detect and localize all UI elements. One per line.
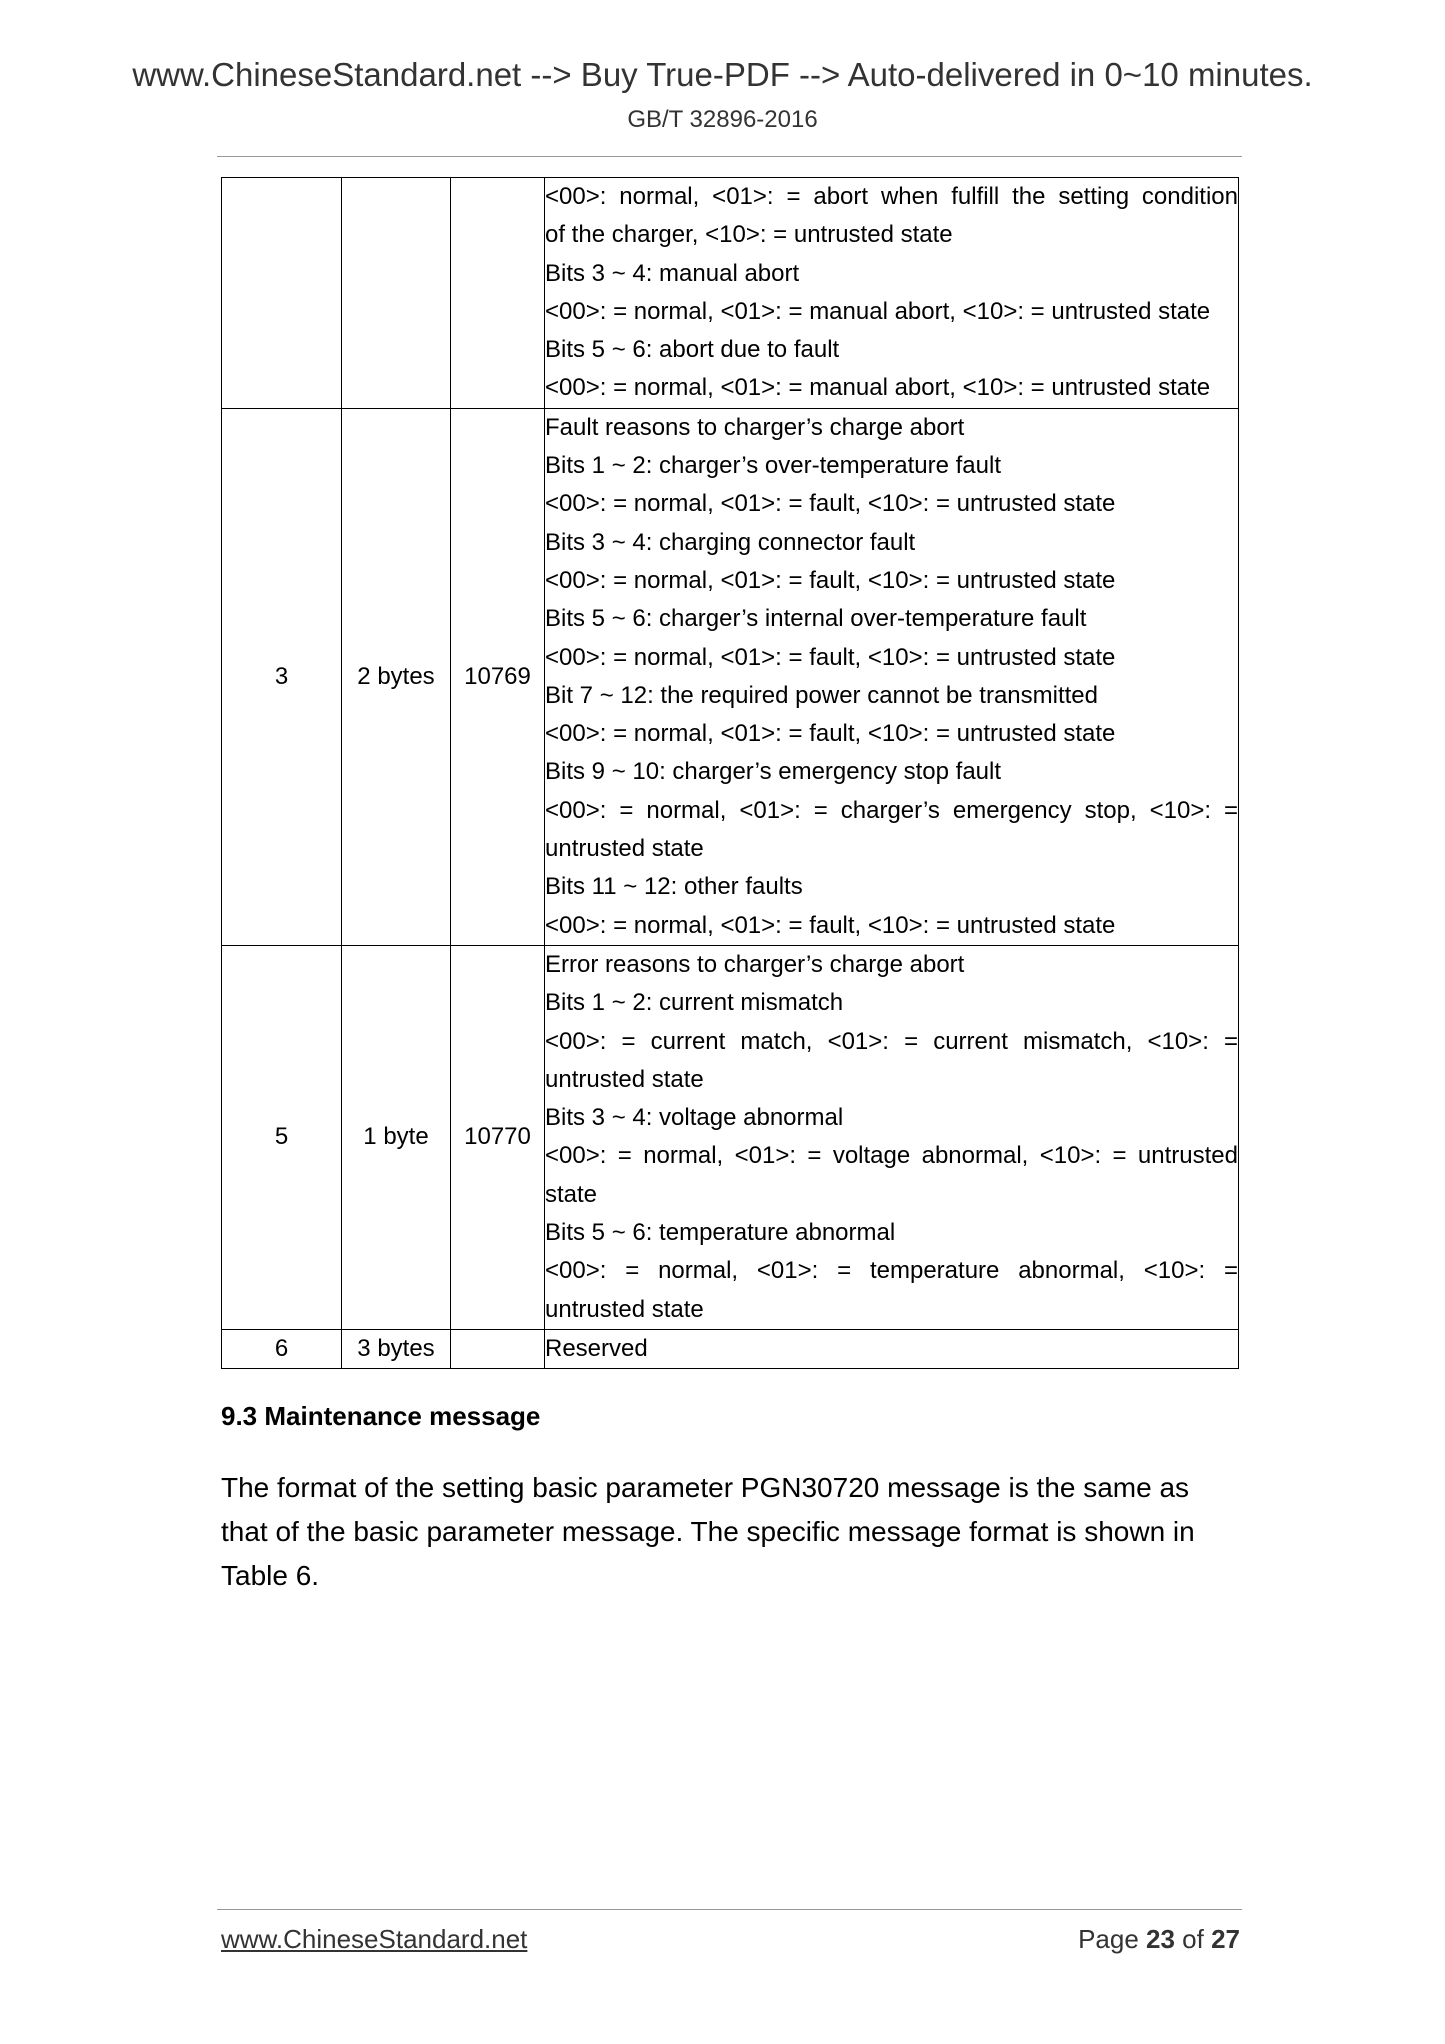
cell-description (545, 408, 1239, 945)
description-line: Reserved (545, 1334, 648, 1362)
description-line: Fault reasons to charger’s charge abort (545, 413, 965, 441)
description-line: <00>: = normal, <01>: = fault, <10>: = untrusted state (545, 720, 1116, 748)
description-line: Bits 9 ~ 10: charger’s emergency stop fault (545, 758, 1002, 786)
description-line: Error reasons to charger’s charge abort (545, 950, 965, 978)
cell-description (545, 1329, 1239, 1368)
description-line: <00>: = normal, <01>: = charger’s emergency stop, <10>: = (545, 796, 1238, 824)
description-line: Bits 1 ~ 2: current mismatch (545, 989, 844, 1017)
page-current: 23 (1146, 1924, 1175, 1954)
description-line: Bits 5 ~ 6: abort due to fault (545, 336, 840, 364)
description-line: Bit 7 ~ 12: the required power cannot be transmitted (545, 681, 1098, 709)
description-line: <00>: = normal, <01>: = fault, <10>: = untrusted state (545, 643, 1116, 671)
header-divider (217, 156, 1242, 157)
cell-spn: 10769 (451, 408, 545, 945)
description-line: <00>: = normal, <01>: = voltage abnormal, <10>: = untrusted (545, 1142, 1238, 1170)
cell-spn: 10770 (451, 945, 545, 1329)
document-id: GB/T 32896-2016 (627, 106, 818, 133)
description-line: state (545, 1180, 598, 1208)
footer-divider (217, 1909, 1242, 1910)
description-line: untrusted state (545, 835, 704, 863)
cell-index: 3 (222, 408, 342, 945)
page-total: 27 (1211, 1924, 1240, 1954)
description-line: <00>: normal, <01>: = abort when fulfill the setting condition (545, 183, 1238, 210)
footer-website-link[interactable]: www.ChineseStandard.net (221, 1924, 528, 1954)
description-line: Bits 5 ~ 6: charger’s internal over-temperature fault (545, 605, 1087, 633)
header-banner: www.ChineseStandard.net --> Buy True-PDF --> Auto-delivered in 0~10 minutes. (132, 56, 1313, 93)
description-line: <00>: = normal, <01>: = fault, <10>: = untrusted state (545, 911, 1116, 939)
description-line: Bits 5 ~ 6: temperature abnormal (545, 1219, 896, 1247)
cell-spn (451, 1329, 545, 1368)
description-line: <00>: = normal, <01>: = fault, <10>: = untrusted state (545, 566, 1116, 594)
section-title: 9.3 Maintenance message (221, 1401, 541, 1431)
page-prefix: Page (1078, 1924, 1147, 1954)
description-line: <00>: = current match, <01>: = current mismatch, <10>: = (545, 1027, 1238, 1055)
description-line: Bits 3 ~ 4: voltage abnormal (545, 1104, 844, 1132)
description-line: <00>: = normal, <01>: = fault, <10>: = untrusted state (545, 490, 1116, 518)
page-indicator (1078, 1924, 1240, 1955)
cell-spn (451, 178, 545, 409)
cell-index (222, 178, 342, 409)
spec-table (221, 177, 1239, 1369)
cell-description (545, 945, 1239, 1329)
description-line: Bits 3 ~ 4: manual abort (545, 259, 800, 287)
table-row (222, 945, 1239, 1329)
cell-index: 6 (222, 1329, 342, 1368)
description-line: untrusted state (545, 1295, 704, 1323)
table-row (222, 1329, 1239, 1368)
table-row (222, 178, 1239, 409)
table-row (222, 408, 1239, 945)
description-line: <00>: = normal, <01>: = manual abort, <10>: = untrusted state (545, 297, 1211, 325)
description-line: untrusted state (545, 1065, 704, 1093)
description-line: <00>: = normal, <01>: = manual abort, <10>: = untrusted state (545, 374, 1211, 402)
cell-description (545, 178, 1239, 409)
description-line: Bits 11 ~ 12: other faults (545, 873, 803, 901)
section-paragraph: The format of the setting basic parameter PGN30720 message is the same as that of the basic parameter message. The specific message format is shown in Table 6. (221, 1472, 1195, 1591)
description-line: of the charger, <10>: = untrusted state (545, 221, 953, 249)
description-line: Bits 3 ~ 4: charging connector fault (545, 528, 916, 556)
page-of: of (1174, 1924, 1212, 1954)
description-line: Bits 1 ~ 2: charger’s over-temperature fault (545, 452, 1001, 480)
cell-length (342, 178, 451, 409)
description-line: <00>: = normal, <01>: = temperature abnormal, <10>: = (545, 1257, 1238, 1285)
cell-length: 2 bytes (342, 408, 451, 945)
cell-length: 3 bytes (342, 1329, 451, 1368)
cell-index: 5 (222, 945, 342, 1329)
cell-length: 1 byte (342, 945, 451, 1329)
